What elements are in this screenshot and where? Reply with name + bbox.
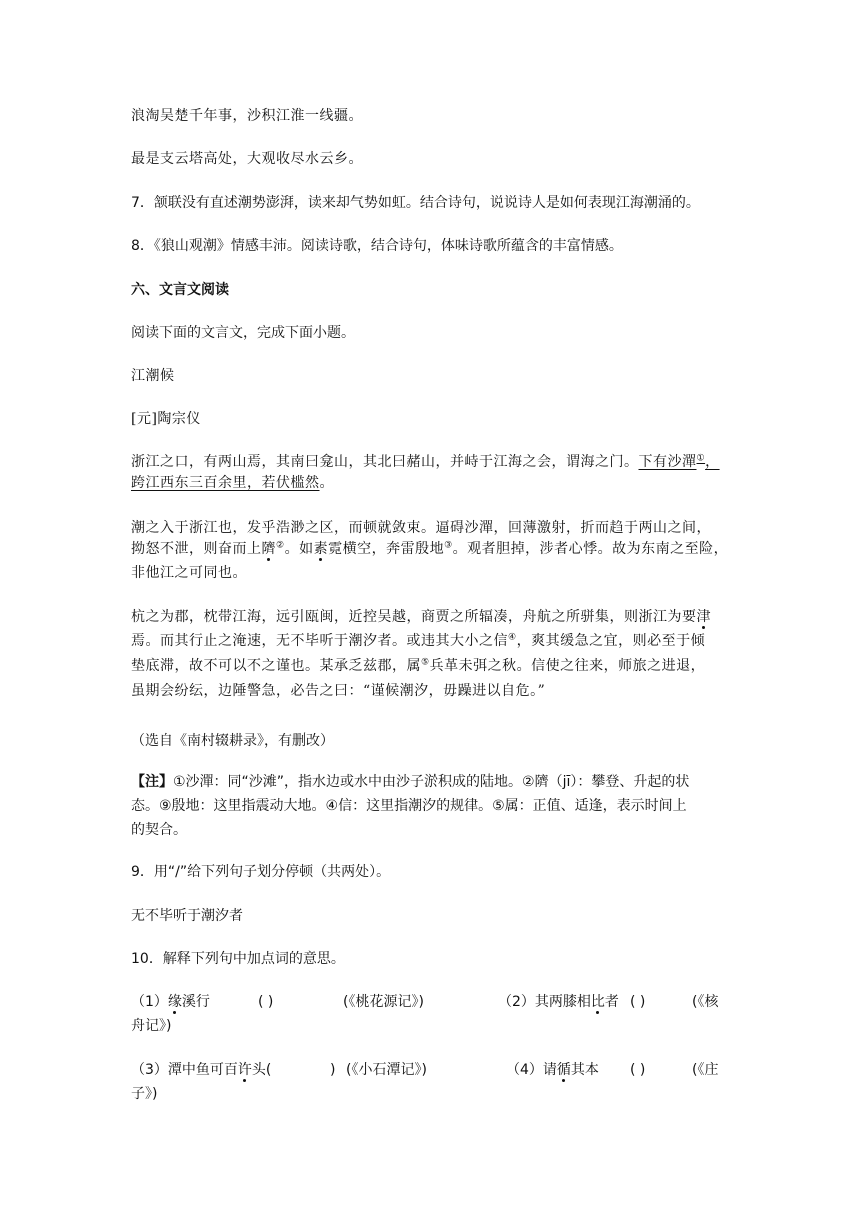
passage-text: 杭之为郡，枕带江海，远引瓯闽，近控吴越，商贾之所辐凑，舟航之所骈集，则浙江为要 xyxy=(131,609,697,625)
passage-text: 拗怒不泄，则奋而上 xyxy=(131,541,262,557)
dotted-word: 许 xyxy=(237,1062,252,1078)
passage-p1-line2 xyxy=(131,473,334,493)
q10-item-1 xyxy=(131,992,210,1012)
passage-p3-line3 xyxy=(131,656,705,676)
notes-label: 【注】 xyxy=(131,774,173,790)
q10-item-4-source-b: 子》) xyxy=(131,1086,158,1102)
question-8: 8．《狼山观潮》情感丰沛。阅读诗歌，结合诗句，体味诗歌所蕴含的丰富情感。 xyxy=(131,238,623,254)
passage-text: 垫底滞，故不可以不之谨也。某承乏兹郡，属 xyxy=(131,658,421,674)
dotted-word: 津 xyxy=(696,609,711,625)
notes-text: ①沙潬：同“沙滩”，指水边或水中由沙子淤积成的陆地。②隮（jī）：攀登、升起的状 xyxy=(173,774,690,790)
poem-line-2: 最是支云塔高处，大观收尽水云乡。 xyxy=(131,151,363,167)
q10-item-4 xyxy=(506,1060,599,1080)
passage-text: 焉。而其行止之淹速，无不毕听于潮汐者。或违其大小之信 xyxy=(131,633,508,649)
passage-title: 江潮候 xyxy=(131,368,175,384)
q10-item-3 xyxy=(131,1060,271,1080)
footnote-marker: ④ xyxy=(508,632,517,643)
passage-author: [元]陶宗仪 xyxy=(131,411,201,427)
passage-text: 浙江之口，有两山焉，其南曰龛山，其北曰赭山，并峙于江海之会，谓海之门。 xyxy=(131,454,639,470)
passage-text: 。如 xyxy=(284,541,314,557)
answer-blank-3[interactable]: ) xyxy=(330,1062,336,1078)
dotted-word: 隮 xyxy=(261,541,276,557)
passage-p2-line3: 非他江之可同也。 xyxy=(131,565,247,581)
passage-text: 霓横空，奔雷殷地 xyxy=(328,541,445,557)
underlined-text: 下有沙潬 xyxy=(638,454,697,470)
section-instruction: 阅读下面的文言文，完成下面小题。 xyxy=(131,325,355,341)
passage-text: 兵革未弭之秋。信使之往来，师旅之进退， xyxy=(429,658,706,674)
item-text: （4）请 xyxy=(506,1062,557,1078)
passage-p3-line2 xyxy=(131,631,705,651)
question-9-sentence: 无不毕听于潮汐者 xyxy=(131,908,243,924)
q10-item-2 xyxy=(498,992,619,1012)
footnote-marker: ① xyxy=(696,453,706,464)
q10-item-2-source-a: (《核 xyxy=(692,994,719,1010)
notes-line-2: 态。⑨殷地：这里指震动大地。④信：这里指潮汐的规律。⑤属：正值、适逢，表示时间上 xyxy=(131,798,687,814)
q10-item-4-source-a: (《庄 xyxy=(692,1062,719,1078)
item-text: 其本 xyxy=(570,1062,599,1078)
dotted-word: 缘 xyxy=(167,994,182,1010)
section-heading: 六、文言文阅读 xyxy=(131,282,229,298)
passage-text: ，爽其缓急之宜，则必至于倾 xyxy=(516,633,706,649)
item-number: （1） xyxy=(131,994,168,1010)
passage-p3-line4: 虽期会纷纭，边陲警急，必告之曰：“谨候潮汐，毋躁进以自危。” xyxy=(131,683,546,699)
item-text: （2）其两膝相 xyxy=(498,994,591,1010)
notes-line-3: 的契合。 xyxy=(131,822,187,838)
q10-item-3-source: (《小石潭记》) xyxy=(346,1062,427,1078)
question-10: 10．解释下列句中加点词的意思。 xyxy=(131,951,345,967)
q10-item-1-source: (《桃花源记》) xyxy=(343,994,424,1010)
answer-blank-1[interactable]: ( ) xyxy=(258,994,274,1010)
answer-blank-2[interactable]: ( ) xyxy=(630,994,646,1010)
footnote-marker: ⑤ xyxy=(421,657,430,668)
answer-blank-4[interactable]: ( ) xyxy=(630,1062,646,1078)
item-text: （3）潭中鱼可百 xyxy=(131,1062,238,1078)
dotted-word: 素 xyxy=(313,541,329,557)
footnote-marker: ③ xyxy=(444,540,453,551)
question-7: 7．颔联没有直述潮势澎湃，读来却气势如虹。结合诗句，说说诗人是如何表现江海潮涌的。 xyxy=(131,195,700,211)
dotted-word: 循 xyxy=(556,1062,571,1078)
passage-p1-line1 xyxy=(131,452,720,472)
passage-p2-line2 xyxy=(131,539,728,559)
underlined-text: ， xyxy=(705,454,720,470)
q10-item-2-source-b: 舟记》) xyxy=(131,1018,172,1034)
footnote-marker: ② xyxy=(276,540,285,551)
item-text: 头( xyxy=(251,1062,272,1078)
passage-text: 。观者胆掉，涉者心悸。故为东南之至险， xyxy=(452,541,729,557)
item-text: 者 xyxy=(604,994,619,1010)
question-9: 9．用“/”给下列句子划分停顿（共两处）。 xyxy=(131,864,391,880)
passage-text: 。 xyxy=(319,475,334,491)
underlined-text: 跨江西东三百余里，若伏槛然 xyxy=(131,475,320,491)
dotted-word: 比 xyxy=(590,994,605,1010)
passage-p2-line1: 潮之入于浙江也，发乎浩渺之区，而顿就敛束。逼碍沙潬，回薄激射，折而趋于两山之间， xyxy=(131,520,711,536)
passage-source: （选自《南村辍耕录》，有删改） xyxy=(131,733,334,749)
poem-line-1: 浪淘吴楚千年事，沙积江淮一线疆。 xyxy=(131,108,363,124)
notes-line-1 xyxy=(131,772,689,792)
item-text: 溪行 xyxy=(181,994,210,1010)
passage-p3-line1 xyxy=(131,607,711,627)
